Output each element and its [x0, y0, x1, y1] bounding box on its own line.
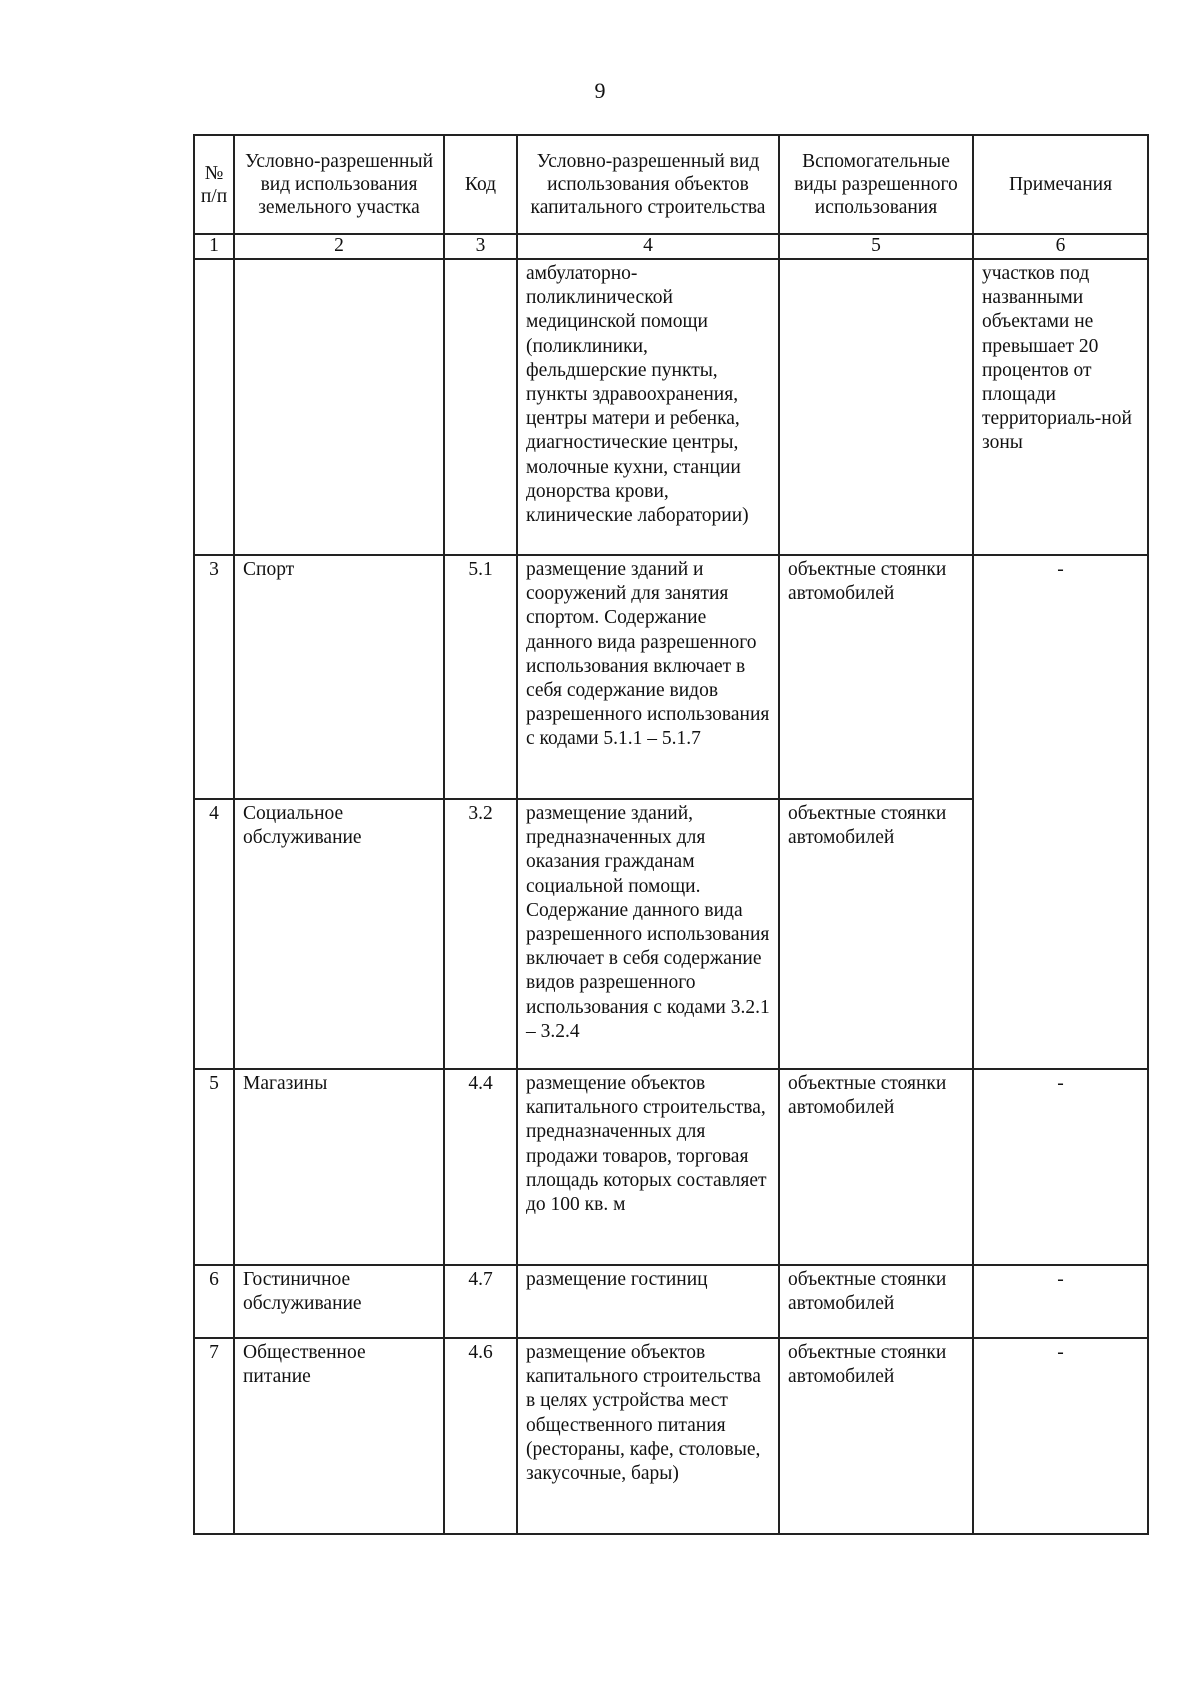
column-number: 2: [234, 234, 444, 259]
header-number: № п/п: [194, 135, 234, 234]
row-code: 5.1: [444, 555, 517, 799]
row-auxiliary-use: [779, 259, 973, 555]
row-auxiliary-use: объектные стоянки автомобилей: [779, 1338, 973, 1534]
row-land-use-type: Гостиничное обслуживание: [234, 1265, 444, 1338]
row-note: -: [973, 555, 1148, 1069]
row-land-use-type: Магазины: [234, 1069, 444, 1265]
row-auxiliary-use: объектные стоянки автомобилей: [779, 1265, 973, 1338]
row-number: [194, 259, 234, 555]
row-code: 4.6: [444, 1338, 517, 1534]
row-land-use-type: Социальное обслуживание: [234, 799, 444, 1069]
row-number: 5: [194, 1069, 234, 1265]
land-use-table: [193, 134, 1149, 1535]
row-land-use-type: [234, 259, 444, 555]
page-number: 9: [594, 78, 606, 103]
row-code: 4.4: [444, 1069, 517, 1265]
column-number: 5: [779, 234, 973, 259]
row-note: -: [973, 1265, 1148, 1338]
table-header-row: [194, 135, 1148, 234]
row-land-use-type: Спорт: [234, 555, 444, 799]
row-description: размещение объектов капитального строительства в целях устройства мест общественного питания (рестораны, кафе, столовые, закусочные, бары): [517, 1338, 779, 1534]
column-number: 4: [517, 234, 779, 259]
column-number: 1: [194, 234, 234, 259]
row-description: размещение зданий и сооружений для занятия спортом. Содержание данного вида разрешенного использования включает в себя содержание видов разрешенного использования с кодами 5.1.1 – 5.1.7: [517, 555, 779, 799]
row-code: [444, 259, 517, 555]
header-auxiliary-use: Вспомогательные виды разрешенного использования: [779, 135, 973, 234]
row-note: -: [973, 1069, 1148, 1265]
table-row: [194, 259, 1148, 555]
table-row: [194, 555, 1148, 799]
row-number: 3: [194, 555, 234, 799]
row-code: 4.7: [444, 1265, 517, 1338]
table-row: [194, 1338, 1148, 1534]
row-land-use-type: Общественное питание: [234, 1338, 444, 1534]
column-number: 3: [444, 234, 517, 259]
header-land-use-type: Условно-разрешенный вид использования земельного участка: [234, 135, 444, 234]
row-number: 6: [194, 1265, 234, 1338]
row-auxiliary-use: объектные стоянки автомобилей: [779, 555, 973, 799]
row-note: -: [973, 1338, 1148, 1534]
row-note: участков под названными объектами не превышает 20 процентов от площади территориаль-ной зоны: [973, 259, 1148, 555]
row-description: размещение объектов капитального строительства, предназначенных для продажи товаров, торговая площадь которых составляет до 100 кв. м: [517, 1069, 779, 1265]
header-notes: Примечания: [973, 135, 1148, 234]
table-row: [194, 1069, 1148, 1265]
row-description: амбулаторно-поликлинической медицинской помощи (поликлиники, фельдшерские пункты, пункты здравоохранения, центры матери и ребенка, диагностические центры, молочные кухни, станции донорства крови, клинические лаборатории): [517, 259, 779, 555]
row-description: размещение зданий, предназначенных для оказания гражданам социальной помощи. Содержание данного вида разрешенного использования включает в себя содержание видов разрешенного использования с кодами 3.2.1 – 3.2.4: [517, 799, 779, 1069]
row-number: 7: [194, 1338, 234, 1534]
header-code: Код: [444, 135, 517, 234]
column-number-row: [194, 234, 1148, 259]
row-number: 4: [194, 799, 234, 1069]
header-capital-construction-use: Условно-разрешенный вид использования объектов капитального строительства: [517, 135, 779, 234]
column-number: 6: [973, 234, 1148, 259]
row-code: 3.2: [444, 799, 517, 1069]
table-row: [194, 1265, 1148, 1338]
row-auxiliary-use: объектные стоянки автомобилей: [779, 799, 973, 1069]
row-description: размещение гостиниц: [517, 1265, 779, 1338]
row-auxiliary-use: объектные стоянки автомобилей: [779, 1069, 973, 1265]
